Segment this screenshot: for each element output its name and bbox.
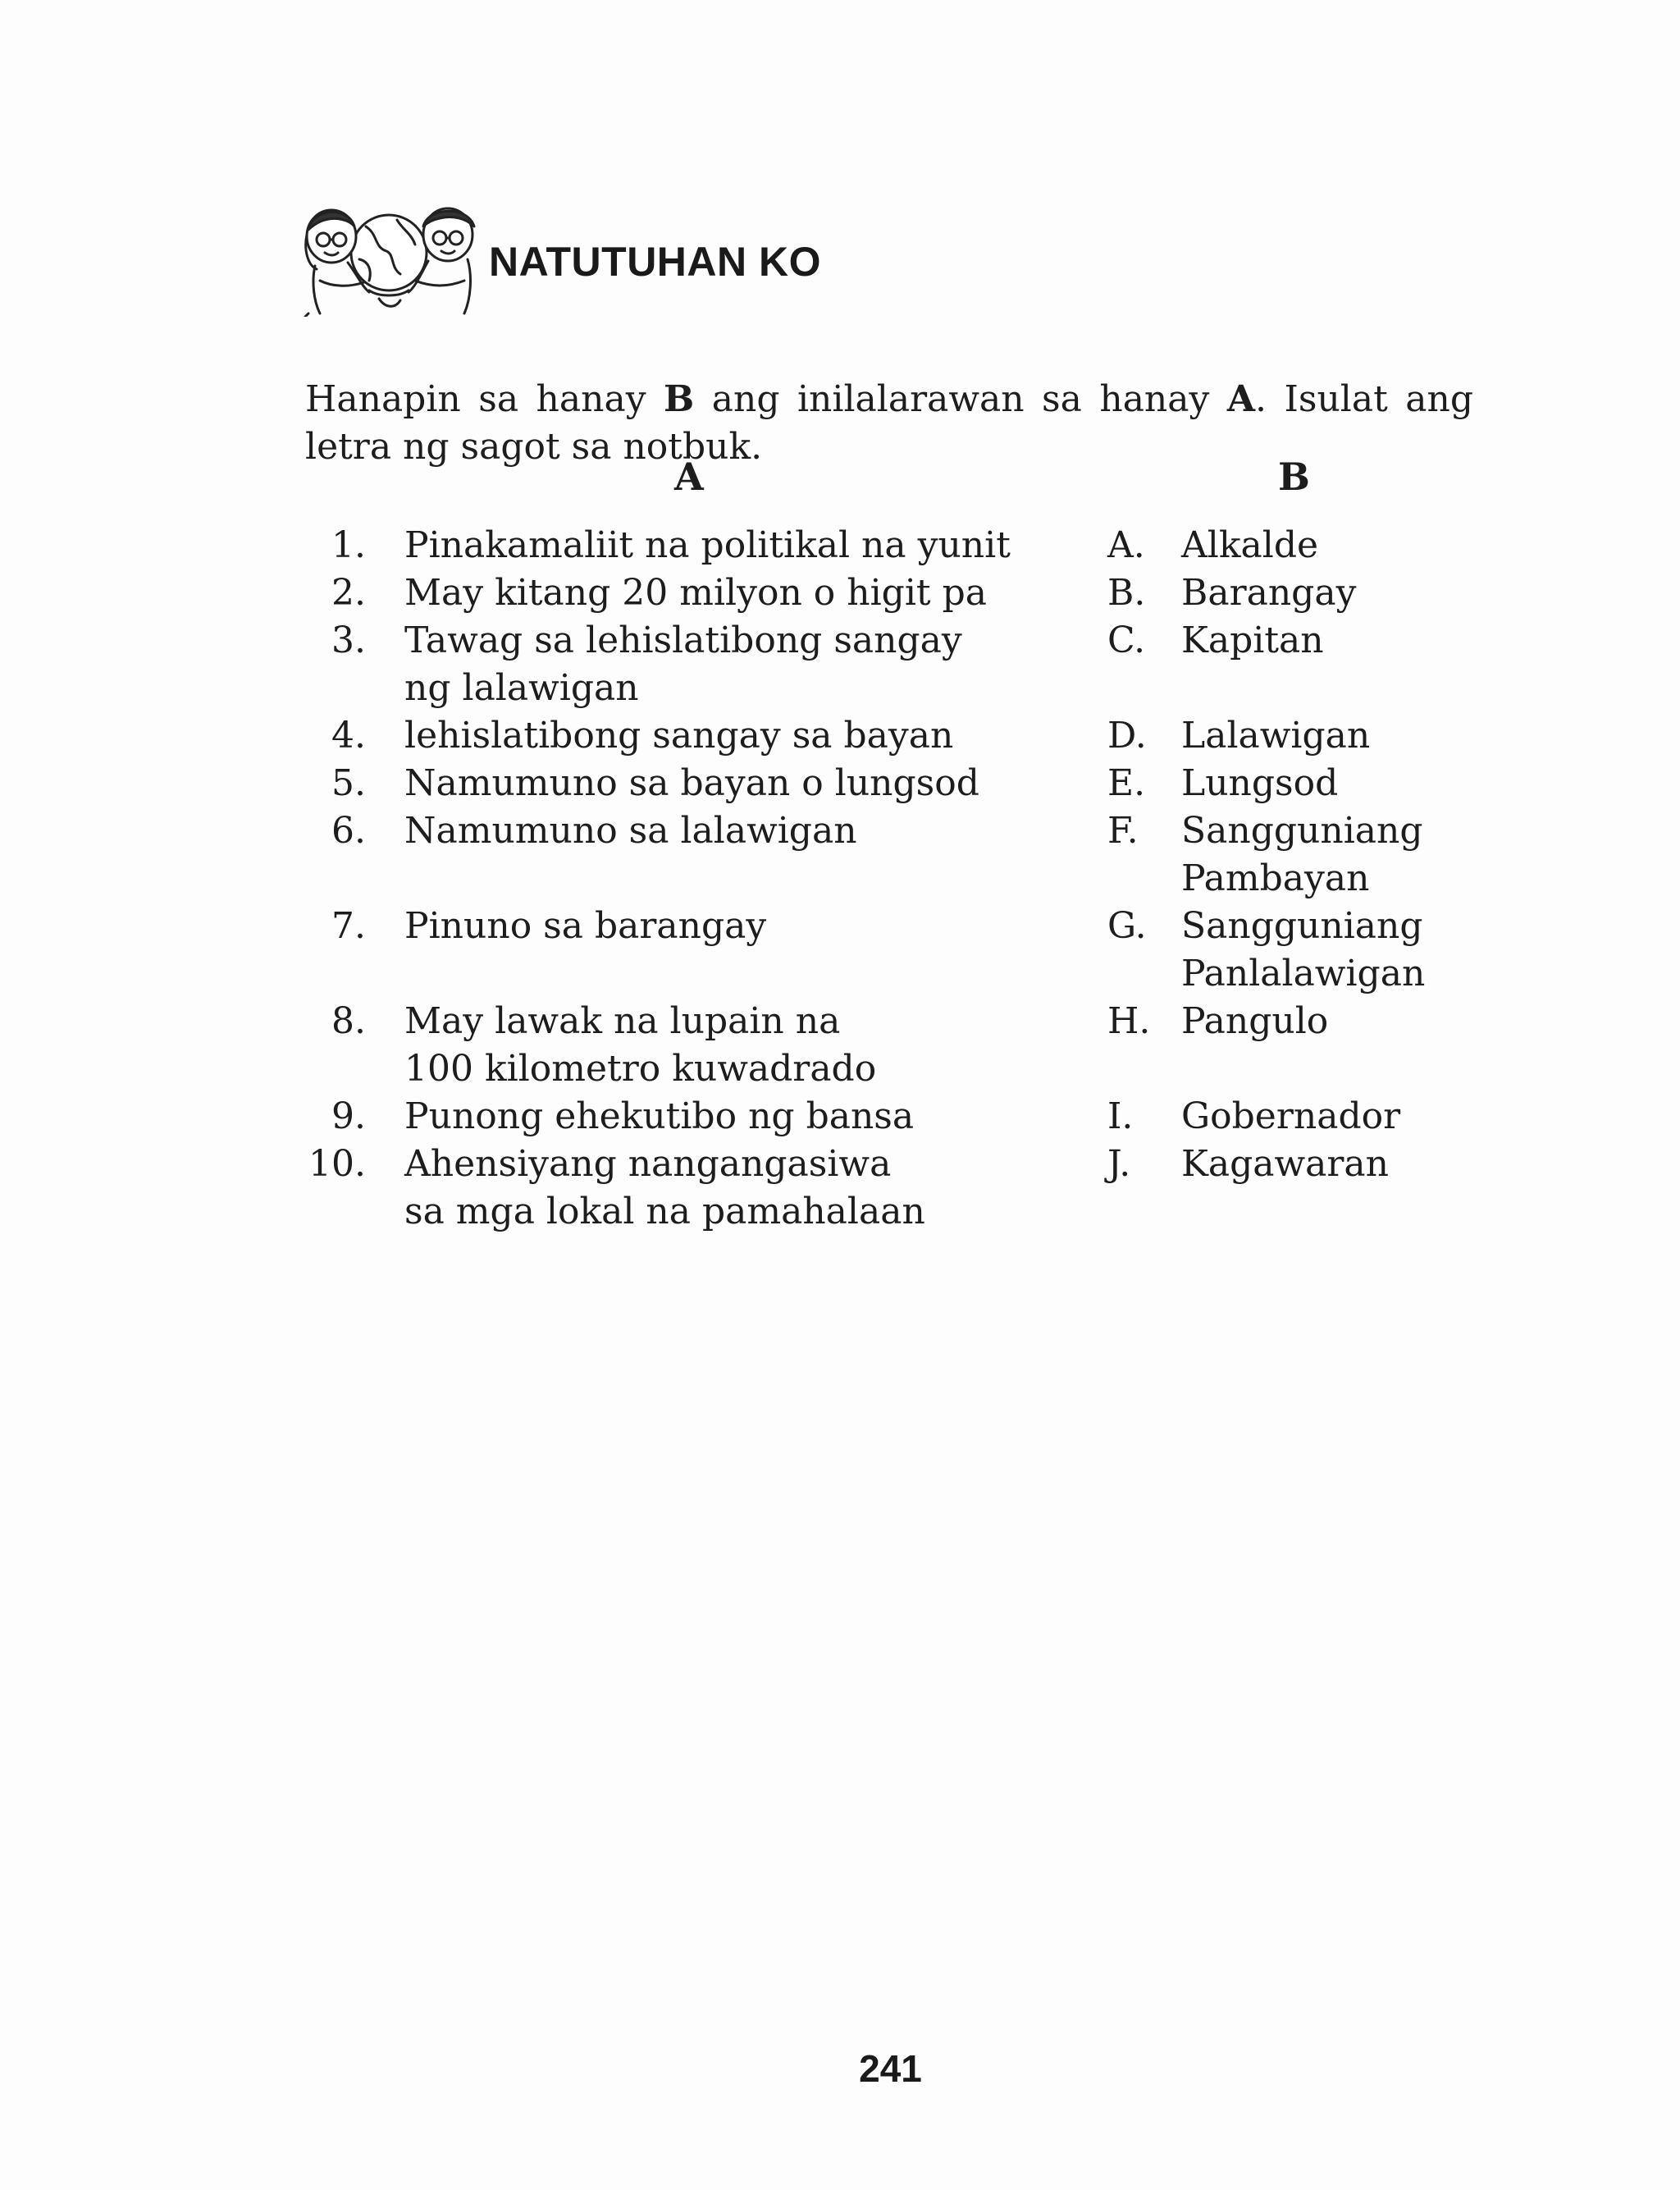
item-number: 7.	[331, 905, 366, 947]
instructions-text-1: Hanapin sa hanay	[305, 378, 664, 420]
item-letter: I.	[1107, 1095, 1134, 1137]
item-number: 3.	[331, 620, 366, 661]
item-letter: A.	[1107, 524, 1145, 566]
item-number: 2.	[331, 572, 366, 614]
item-number: 5.	[331, 762, 366, 804]
item-text: May lawak na lupain na	[404, 1000, 841, 1042]
item-text: Tawag sa lehislatibong sangay	[404, 620, 962, 661]
column-b-header: B	[1278, 455, 1310, 499]
instructions-text-3: . Isulat ang letra ng sagot sa notbuk.	[305, 378, 1473, 468]
item-number: 6.	[331, 810, 366, 852]
item-text: Kagawaran	[1181, 1143, 1389, 1185]
item-letter: E.	[1107, 762, 1146, 804]
item-text: Pinuno sa barangay	[404, 905, 767, 947]
item-text-continued: sa mga lokal na pamahalaan	[404, 1191, 925, 1232]
item-text-continued: Panlalawigan	[1181, 953, 1426, 994]
children-with-globe-icon	[300, 202, 481, 317]
instructions-bold-a: A	[1226, 378, 1255, 420]
item-number: 1.	[331, 524, 366, 566]
item-text: Namumuno sa bayan o lungsod	[404, 762, 979, 804]
item-text: Ahensiyang nangangasiwa	[404, 1143, 892, 1185]
item-text: Lungsod	[1181, 762, 1339, 804]
item-text: Gobernador	[1181, 1095, 1401, 1137]
section-heading: NATUTUHAN KO	[489, 239, 822, 285]
item-text: Barangay	[1181, 572, 1357, 614]
item-text-continued: Pambayan	[1181, 857, 1370, 899]
item-text: Sangguniang	[1181, 905, 1423, 947]
item-letter: H.	[1107, 1000, 1151, 1042]
instructions-bold-b: B	[664, 378, 695, 420]
page-number: 241	[859, 2047, 922, 2090]
item-number: 10.	[308, 1143, 366, 1185]
item-text: Punong ehekutibo ng bansa	[404, 1095, 915, 1137]
item-letter: C.	[1107, 620, 1146, 661]
item-letter: D.	[1107, 715, 1147, 757]
item-text-continued: 100 kilometro kuwadrado	[404, 1048, 877, 1090]
instructions-text-2: ang inilalarawan sa hanay	[694, 378, 1227, 420]
item-text: Pinakamaliit na politikal na yunit	[404, 524, 1011, 566]
item-letter: F.	[1107, 810, 1139, 852]
item-text: Sangguniang	[1181, 810, 1423, 852]
item-text: May kitang 20 milyon o higit pa	[404, 572, 987, 614]
item-text: Kapitan	[1181, 620, 1324, 661]
item-text: Namumuno sa lalawigan	[404, 810, 857, 852]
item-text: lehislatibong sangay sa bayan	[404, 715, 954, 757]
item-text-continued: ng lalawigan	[404, 667, 639, 709]
item-number: 9.	[331, 1095, 366, 1137]
column-a-header: A	[674, 455, 704, 499]
item-letter: B.	[1107, 572, 1146, 614]
item-number: 4.	[331, 715, 366, 757]
item-number: 8.	[331, 1000, 366, 1042]
item-letter: G.	[1107, 905, 1147, 947]
section-header	[300, 202, 956, 325]
item-text: Alkalde	[1181, 524, 1319, 566]
item-text: Lalawigan	[1181, 715, 1371, 757]
item-text: Pangulo	[1181, 1000, 1329, 1042]
item-letter: J.	[1107, 1143, 1131, 1185]
